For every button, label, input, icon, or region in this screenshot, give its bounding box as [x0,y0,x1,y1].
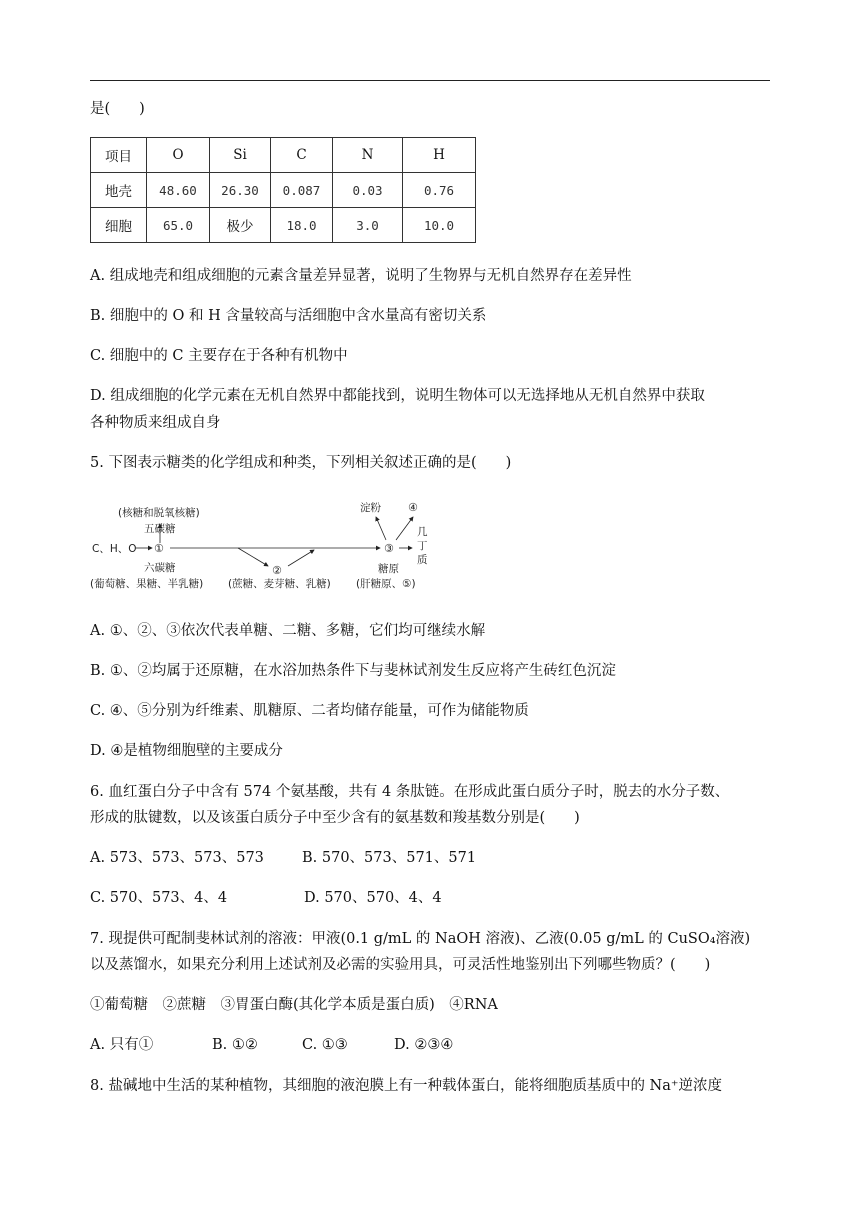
table-cell: 极少 [210,208,271,243]
glycogen-label: 糖原 [378,563,399,575]
ribose-label: (核糖和脱氧核糖) [118,507,200,519]
table-cell: 项目 [91,138,147,173]
table-cell: O [147,138,210,173]
q7-option-b: B. ①② [212,1037,258,1053]
glycogen-examples: (肝糖原、⑤) [356,578,416,590]
disaccharide-examples: (蔗糖、麦芽糖、乳糖) [228,578,331,590]
table-cell: 3.0 [333,208,403,243]
q4-option-b: B. 细胞中的 O 和 H 含量较高与活细胞中含水量高有密切关系 [90,308,487,324]
table-cell: 48.60 [147,173,210,208]
q6-options-ab [90,848,476,868]
table-cell: Si [210,138,271,173]
arrow-1-to-2 [238,548,268,566]
table-row [91,208,476,243]
arrow-2-to-line [288,550,314,566]
q7-options [90,1035,453,1055]
q5-stem: 5. 下图表示糖类的化学组成和种类，下列相关叙述正确的是( ) [90,455,512,471]
sugar-classification-diagram [88,495,428,600]
q4-option-d-line1: D. 组成细胞的化学元素在无机自然界中都能找到，说明生物体可以无选择地从无机自然界中获取 [90,388,705,404]
table-cell: 0.087 [271,173,333,208]
node-4: ④ [408,501,418,514]
q8-stem-line1: 8. 盐碱地中生活的某种植物，其细胞的液泡膜上有一种载体蛋白，能将细胞质基质中的 Na⁺逆浓度 [90,1078,723,1094]
q5-option-a: A. ①、②、③依次代表单糖、二糖、多糖，它们均可继续水解 [90,623,486,639]
q6-option-d: D. 570、570、4、4 [304,890,442,906]
q5-option-b: B. ①、②均属于还原糖，在水浴加热条件下与斐林试剂发生反应将产生砖红色沉淀 [90,663,616,679]
table-cell: N [333,138,403,173]
q6-stem-line1: 6. 血红蛋白分子中含有 574 个氨基酸，共有 4 条肽链。在形成此蛋白质分子时，脱去的水分子数、 [90,784,730,800]
q6-option-a: A. 573、573、573、573 [90,850,264,866]
q4-option-a: A. 组成地壳和组成细胞的元素含量差异显著，说明了生物界与无机自然界存在差异性 [90,268,632,284]
q6-stem-line2: 形成的肽键数，以及该蛋白质分子中至少含有的氨基数和羧基数分别是( ) [90,810,580,826]
table-cell: H [403,138,476,173]
q7-option-d: D. ②③④ [394,1037,454,1053]
q6-option-b: B. 570、573、571、571 [302,850,477,866]
q5-option-d: D. ④是植物细胞壁的主要成分 [90,743,283,759]
q6-options-cd [90,888,442,908]
q7-stem-line2: 以及蒸馏水，如果充分利用上述试剂及必需的实验用具，可灵活性地鉴别出下列哪些物质？( ) [90,957,711,973]
q7-items: ①葡萄糖 ②蔗糖 ③胃蛋白酶(其化学本质是蛋白质) ④RNA [90,997,498,1013]
source-elements-label: C、H、O [92,543,137,555]
arrow-3-to-4 [396,517,413,540]
q5-option-c: C. ④、⑤分别为纤维素、肌糖原、二者均储存能量，可作为储能物质 [90,703,529,719]
table-cell: 65.0 [147,208,210,243]
q4-option-c: C. 细胞中的 C 主要存在于各种有机物中 [90,348,348,364]
table-cell: C [271,138,333,173]
starch-label: 淀粉 [360,502,381,514]
table-cell: 18.0 [271,208,333,243]
table-cell: 10.0 [403,208,476,243]
table-cell: 细胞 [91,208,147,243]
q6-option-c: C. 570、573、4、4 [90,890,228,906]
q7-stem-line1: 7. 现提供可配制斐林试剂的溶液：甲液(0.1 g/mL 的 NaOH 溶液)、乙液(0.05 g/mL 的 CuSO₄溶液) [90,931,751,947]
node-2: ② [272,564,282,577]
table-cell: 地壳 [91,173,147,208]
five-carbon-label: 五碳糖 [144,523,176,535]
monosaccharide-examples: (葡萄糖、果糖、半乳糖) [90,578,204,590]
table-cell: 0.03 [333,173,403,208]
q7-option-c: C. ①③ [302,1037,348,1053]
header-rule [90,80,770,81]
q4-option-d-line2: 各种物质来组成自身 [90,415,221,431]
table-cell: 0.76 [403,173,476,208]
table-header-row [91,138,476,173]
arrow-3-to-starch [376,517,386,540]
q4-stem-tail: 是( ) [90,101,145,117]
table-cell: 26.30 [210,173,271,208]
table-row [91,173,476,208]
element-content-table [90,137,476,243]
q7-option-a: A. 只有① [90,1037,154,1053]
six-carbon-label: 六碳糖 [144,562,176,574]
node-3: ③ [384,542,394,555]
chitin-label: 几 丁 质 [417,526,428,566]
node-1: ① [154,542,164,555]
